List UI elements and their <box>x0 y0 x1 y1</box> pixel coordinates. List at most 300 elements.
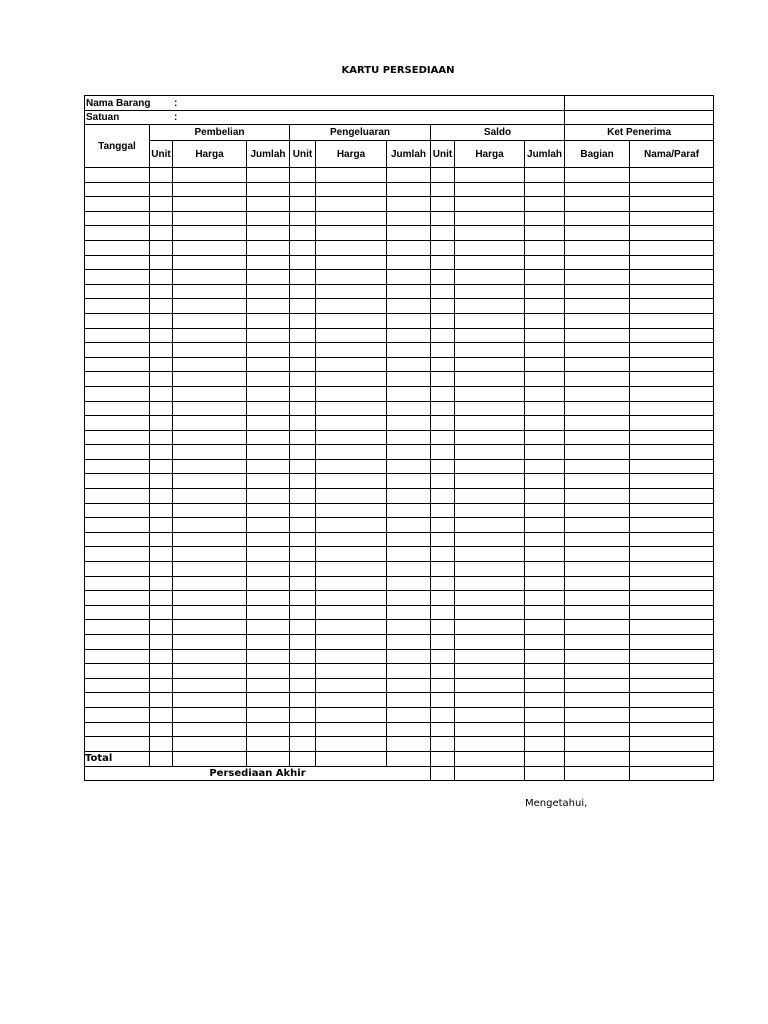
entry-cell[interactable] <box>431 620 455 635</box>
entry-cell[interactable] <box>431 576 455 591</box>
entry-cell[interactable] <box>565 474 630 489</box>
entry-cell[interactable] <box>290 445 316 460</box>
entry-cell[interactable] <box>455 591 525 606</box>
entry-cell[interactable] <box>431 430 455 445</box>
entry-cell[interactable] <box>525 416 565 431</box>
entry-cell[interactable] <box>455 707 525 722</box>
entry-cell[interactable] <box>387 649 431 664</box>
entry-cell[interactable] <box>150 518 173 533</box>
entry-cell[interactable] <box>455 445 525 460</box>
entry-cell[interactable] <box>173 299 247 314</box>
entry-cell[interactable] <box>525 489 565 504</box>
entry-cell[interactable] <box>173 503 247 518</box>
entry-cell[interactable] <box>290 635 316 650</box>
entry-cell[interactable] <box>85 503 150 518</box>
entry-cell[interactable] <box>247 416 290 431</box>
entry-cell[interactable] <box>431 299 455 314</box>
entry-cell[interactable] <box>630 445 714 460</box>
entry-cell[interactable] <box>431 503 455 518</box>
entry-cell[interactable] <box>290 168 316 183</box>
entry-cell[interactable] <box>525 240 565 255</box>
entry-cell[interactable] <box>290 284 316 299</box>
entry-cell[interactable] <box>431 445 455 460</box>
entry-cell[interactable] <box>316 635 387 650</box>
entry-cell[interactable] <box>565 401 630 416</box>
entry-cell[interactable] <box>290 401 316 416</box>
entry-cell[interactable] <box>565 737 630 752</box>
entry-cell[interactable] <box>173 707 247 722</box>
total-cell[interactable] <box>455 751 525 766</box>
entry-cell[interactable] <box>431 226 455 241</box>
entry-cell[interactable] <box>565 518 630 533</box>
entry-cell[interactable] <box>387 255 431 270</box>
entry-cell[interactable] <box>316 737 387 752</box>
entry-cell[interactable] <box>387 459 431 474</box>
entry-cell[interactable] <box>85 518 150 533</box>
entry-cell[interactable] <box>85 197 150 212</box>
entry-cell[interactable] <box>150 168 173 183</box>
entry-cell[interactable] <box>247 605 290 620</box>
entry-cell[interactable] <box>431 707 455 722</box>
entry-cell[interactable] <box>455 503 525 518</box>
entry-cell[interactable] <box>85 372 150 387</box>
entry-cell[interactable] <box>387 299 431 314</box>
entry-cell[interactable] <box>565 343 630 358</box>
entry-cell[interactable] <box>525 562 565 577</box>
entry-cell[interactable] <box>290 313 316 328</box>
entry-cell[interactable] <box>387 197 431 212</box>
entry-cell[interactable] <box>173 211 247 226</box>
entry-cell[interactable] <box>525 372 565 387</box>
entry-cell[interactable] <box>173 343 247 358</box>
entry-cell[interactable] <box>525 168 565 183</box>
entry-cell[interactable] <box>455 240 525 255</box>
entry-cell[interactable] <box>173 197 247 212</box>
entry-cell[interactable] <box>247 722 290 737</box>
entry-cell[interactable] <box>431 664 455 679</box>
entry-cell[interactable] <box>150 591 173 606</box>
entry-cell[interactable] <box>565 416 630 431</box>
entry-cell[interactable] <box>431 693 455 708</box>
entry-cell[interactable] <box>150 503 173 518</box>
persediaan-akhir-cell[interactable] <box>431 766 455 780</box>
entry-cell[interactable] <box>173 562 247 577</box>
entry-cell[interactable] <box>387 474 431 489</box>
entry-cell[interactable] <box>173 591 247 606</box>
entry-cell[interactable] <box>525 591 565 606</box>
entry-cell[interactable] <box>630 328 714 343</box>
entry-cell[interactable] <box>150 678 173 693</box>
entry-cell[interactable] <box>290 386 316 401</box>
entry-cell[interactable] <box>455 605 525 620</box>
entry-cell[interactable] <box>150 532 173 547</box>
entry-cell[interactable] <box>150 197 173 212</box>
entry-cell[interactable] <box>316 547 387 562</box>
entry-cell[interactable] <box>150 459 173 474</box>
entry-cell[interactable] <box>630 226 714 241</box>
entry-cell[interactable] <box>455 416 525 431</box>
entry-cell[interactable] <box>387 664 431 679</box>
entry-cell[interactable] <box>316 707 387 722</box>
entry-cell[interactable] <box>85 182 150 197</box>
entry-cell[interactable] <box>173 313 247 328</box>
persediaan-akhir-cell[interactable] <box>565 766 630 780</box>
entry-cell[interactable] <box>630 562 714 577</box>
entry-cell[interactable] <box>316 474 387 489</box>
entry-cell[interactable] <box>525 547 565 562</box>
entry-cell[interactable] <box>565 211 630 226</box>
entry-cell[interactable] <box>150 445 173 460</box>
entry-cell[interactable] <box>316 503 387 518</box>
entry-cell[interactable] <box>316 168 387 183</box>
entry-cell[interactable] <box>85 445 150 460</box>
entry-cell[interactable] <box>247 503 290 518</box>
entry-cell[interactable] <box>630 197 714 212</box>
entry-cell[interactable] <box>630 357 714 372</box>
entry-cell[interactable] <box>630 547 714 562</box>
entry-cell[interactable] <box>316 372 387 387</box>
entry-cell[interactable] <box>525 445 565 460</box>
entry-cell[interactable] <box>455 518 525 533</box>
entry-cell[interactable] <box>525 635 565 650</box>
entry-cell[interactable] <box>565 591 630 606</box>
entry-cell[interactable] <box>630 255 714 270</box>
entry-cell[interactable] <box>565 459 630 474</box>
entry-cell[interactable] <box>455 649 525 664</box>
entry-cell[interactable] <box>525 649 565 664</box>
entry-cell[interactable] <box>431 357 455 372</box>
entry-cell[interactable] <box>630 240 714 255</box>
entry-cell[interactable] <box>455 737 525 752</box>
entry-cell[interactable] <box>565 270 630 285</box>
entry-cell[interactable] <box>630 576 714 591</box>
entry-cell[interactable] <box>565 707 630 722</box>
entry-cell[interactable] <box>455 182 525 197</box>
entry-cell[interactable] <box>247 474 290 489</box>
total-cell[interactable] <box>525 751 565 766</box>
entry-cell[interactable] <box>316 284 387 299</box>
entry-cell[interactable] <box>630 707 714 722</box>
nama-barang-cell[interactable] <box>85 96 565 111</box>
entry-cell[interactable] <box>565 328 630 343</box>
entry-cell[interactable] <box>525 518 565 533</box>
entry-cell[interactable] <box>85 416 150 431</box>
entry-cell[interactable] <box>431 255 455 270</box>
entry-cell[interactable] <box>290 430 316 445</box>
entry-cell[interactable] <box>387 518 431 533</box>
entry-cell[interactable] <box>150 284 173 299</box>
entry-cell[interactable] <box>150 386 173 401</box>
entry-cell[interactable] <box>85 474 150 489</box>
entry-cell[interactable] <box>565 357 630 372</box>
entry-cell[interactable] <box>173 372 247 387</box>
entry-cell[interactable] <box>290 664 316 679</box>
entry-cell[interactable] <box>290 722 316 737</box>
entry-cell[interactable] <box>290 343 316 358</box>
entry-cell[interactable] <box>150 328 173 343</box>
entry-cell[interactable] <box>455 693 525 708</box>
entry-cell[interactable] <box>85 722 150 737</box>
entry-cell[interactable] <box>431 649 455 664</box>
entry-cell[interactable] <box>630 649 714 664</box>
entry-cell[interactable] <box>173 678 247 693</box>
entry-cell[interactable] <box>150 620 173 635</box>
entry-cell[interactable] <box>455 357 525 372</box>
entry-cell[interactable] <box>455 489 525 504</box>
entry-cell[interactable] <box>316 576 387 591</box>
entry-cell[interactable] <box>150 605 173 620</box>
entry-cell[interactable] <box>630 620 714 635</box>
entry-cell[interactable] <box>85 649 150 664</box>
entry-cell[interactable] <box>150 226 173 241</box>
entry-cell[interactable] <box>455 547 525 562</box>
entry-cell[interactable] <box>387 386 431 401</box>
entry-cell[interactable] <box>630 635 714 650</box>
entry-cell[interactable] <box>290 211 316 226</box>
entry-cell[interactable] <box>173 620 247 635</box>
entry-cell[interactable] <box>431 737 455 752</box>
entry-cell[interactable] <box>387 416 431 431</box>
entry-cell[interactable] <box>290 474 316 489</box>
entry-cell[interactable] <box>316 445 387 460</box>
entry-cell[interactable] <box>173 168 247 183</box>
entry-cell[interactable] <box>316 313 387 328</box>
entry-cell[interactable] <box>316 299 387 314</box>
entry-cell[interactable] <box>630 211 714 226</box>
entry-cell[interactable] <box>525 722 565 737</box>
entry-cell[interactable] <box>150 182 173 197</box>
entry-cell[interactable] <box>565 547 630 562</box>
entry-cell[interactable] <box>387 313 431 328</box>
total-cell[interactable] <box>290 751 316 766</box>
entry-cell[interactable] <box>290 532 316 547</box>
entry-cell[interactable] <box>431 532 455 547</box>
persediaan-akhir-cell[interactable] <box>630 766 714 780</box>
entry-cell[interactable] <box>316 197 387 212</box>
entry-cell[interactable] <box>247 270 290 285</box>
entry-cell[interactable] <box>316 386 387 401</box>
entry-cell[interactable] <box>455 313 525 328</box>
entry-cell[interactable] <box>290 372 316 387</box>
entry-cell[interactable] <box>431 416 455 431</box>
entry-cell[interactable] <box>247 226 290 241</box>
entry-cell[interactable] <box>431 372 455 387</box>
entry-cell[interactable] <box>247 168 290 183</box>
entry-cell[interactable] <box>455 255 525 270</box>
entry-cell[interactable] <box>525 197 565 212</box>
entry-cell[interactable] <box>387 489 431 504</box>
entry-cell[interactable] <box>150 372 173 387</box>
persediaan-akhir-cell[interactable] <box>455 766 525 780</box>
entry-cell[interactable] <box>173 357 247 372</box>
entry-cell[interactable] <box>290 416 316 431</box>
entry-cell[interactable] <box>316 489 387 504</box>
entry-cell[interactable] <box>290 649 316 664</box>
entry-cell[interactable] <box>455 635 525 650</box>
entry-cell[interactable] <box>173 737 247 752</box>
total-cell[interactable] <box>316 751 387 766</box>
entry-cell[interactable] <box>316 518 387 533</box>
entry-cell[interactable] <box>247 678 290 693</box>
entry-cell[interactable] <box>247 284 290 299</box>
entry-cell[interactable] <box>290 226 316 241</box>
entry-cell[interactable] <box>455 226 525 241</box>
entry-cell[interactable] <box>85 168 150 183</box>
entry-cell[interactable] <box>525 211 565 226</box>
entry-cell[interactable] <box>565 576 630 591</box>
entry-cell[interactable] <box>525 401 565 416</box>
total-cell[interactable] <box>387 751 431 766</box>
entry-cell[interactable] <box>565 284 630 299</box>
entry-cell[interactable] <box>290 182 316 197</box>
entry-cell[interactable] <box>565 635 630 650</box>
entry-cell[interactable] <box>290 299 316 314</box>
entry-cell[interactable] <box>85 226 150 241</box>
entry-cell[interactable] <box>630 299 714 314</box>
entry-cell[interactable] <box>565 182 630 197</box>
entry-cell[interactable] <box>525 459 565 474</box>
entry-cell[interactable] <box>316 211 387 226</box>
entry-cell[interactable] <box>387 591 431 606</box>
entry-cell[interactable] <box>150 474 173 489</box>
entry-cell[interactable] <box>85 707 150 722</box>
entry-cell[interactable] <box>173 474 247 489</box>
entry-cell[interactable] <box>290 503 316 518</box>
entry-cell[interactable] <box>247 328 290 343</box>
entry-cell[interactable] <box>85 386 150 401</box>
entry-cell[interactable] <box>565 255 630 270</box>
entry-cell[interactable] <box>387 532 431 547</box>
entry-cell[interactable] <box>565 664 630 679</box>
entry-cell[interactable] <box>455 532 525 547</box>
entry-cell[interactable] <box>565 240 630 255</box>
entry-cell[interactable] <box>565 722 630 737</box>
entry-cell[interactable] <box>387 678 431 693</box>
entry-cell[interactable] <box>290 270 316 285</box>
entry-cell[interactable] <box>85 284 150 299</box>
entry-cell[interactable] <box>85 664 150 679</box>
entry-cell[interactable] <box>173 386 247 401</box>
entry-cell[interactable] <box>565 503 630 518</box>
entry-cell[interactable] <box>247 313 290 328</box>
entry-cell[interactable] <box>85 270 150 285</box>
entry-cell[interactable] <box>525 737 565 752</box>
entry-cell[interactable] <box>630 693 714 708</box>
total-cell[interactable] <box>173 751 247 766</box>
entry-cell[interactable] <box>387 547 431 562</box>
entry-cell[interactable] <box>290 547 316 562</box>
entry-cell[interactable] <box>150 299 173 314</box>
entry-cell[interactable] <box>173 722 247 737</box>
entry-cell[interactable] <box>455 197 525 212</box>
entry-cell[interactable] <box>525 182 565 197</box>
entry-cell[interactable] <box>387 211 431 226</box>
entry-cell[interactable] <box>173 182 247 197</box>
entry-cell[interactable] <box>316 430 387 445</box>
entry-cell[interactable] <box>247 240 290 255</box>
entry-cell[interactable] <box>316 226 387 241</box>
entry-cell[interactable] <box>173 416 247 431</box>
entry-cell[interactable] <box>525 313 565 328</box>
entry-cell[interactable] <box>150 416 173 431</box>
entry-cell[interactable] <box>565 489 630 504</box>
entry-cell[interactable] <box>565 649 630 664</box>
entry-cell[interactable] <box>525 707 565 722</box>
entry-cell[interactable] <box>290 328 316 343</box>
entry-cell[interactable] <box>316 620 387 635</box>
entry-cell[interactable] <box>525 664 565 679</box>
entry-cell[interactable] <box>387 722 431 737</box>
entry-cell[interactable] <box>85 635 150 650</box>
entry-cell[interactable] <box>431 459 455 474</box>
entry-cell[interactable] <box>630 182 714 197</box>
entry-cell[interactable] <box>290 255 316 270</box>
entry-cell[interactable] <box>455 211 525 226</box>
entry-cell[interactable] <box>173 430 247 445</box>
entry-cell[interactable] <box>150 255 173 270</box>
entry-cell[interactable] <box>387 182 431 197</box>
entry-cell[interactable] <box>431 168 455 183</box>
entry-cell[interactable] <box>316 664 387 679</box>
entry-cell[interactable] <box>455 168 525 183</box>
entry-cell[interactable] <box>630 605 714 620</box>
entry-cell[interactable] <box>455 620 525 635</box>
entry-cell[interactable] <box>173 270 247 285</box>
entry-cell[interactable] <box>247 737 290 752</box>
entry-cell[interactable] <box>455 401 525 416</box>
entry-cell[interactable] <box>387 635 431 650</box>
entry-cell[interactable] <box>290 489 316 504</box>
entry-cell[interactable] <box>565 620 630 635</box>
entry-cell[interactable] <box>525 357 565 372</box>
entry-cell[interactable] <box>316 357 387 372</box>
entry-cell[interactable] <box>247 707 290 722</box>
entry-cell[interactable] <box>290 605 316 620</box>
entry-cell[interactable] <box>525 532 565 547</box>
entry-cell[interactable] <box>316 605 387 620</box>
entry-cell[interactable] <box>565 693 630 708</box>
entry-cell[interactable] <box>247 489 290 504</box>
entry-cell[interactable] <box>85 737 150 752</box>
entry-cell[interactable] <box>247 518 290 533</box>
entry-cell[interactable] <box>431 270 455 285</box>
entry-cell[interactable] <box>316 401 387 416</box>
entry-cell[interactable] <box>316 328 387 343</box>
entry-cell[interactable] <box>455 678 525 693</box>
entry-cell[interactable] <box>387 168 431 183</box>
entry-cell[interactable] <box>247 620 290 635</box>
entry-cell[interactable] <box>525 605 565 620</box>
entry-cell[interactable] <box>85 459 150 474</box>
entry-cell[interactable] <box>85 591 150 606</box>
entry-cell[interactable] <box>630 503 714 518</box>
entry-cell[interactable] <box>565 445 630 460</box>
entry-cell[interactable] <box>150 313 173 328</box>
nama-barang-extra-cell[interactable] <box>565 96 714 111</box>
entry-cell[interactable] <box>316 693 387 708</box>
entry-cell[interactable] <box>85 401 150 416</box>
entry-cell[interactable] <box>431 474 455 489</box>
entry-cell[interactable] <box>455 386 525 401</box>
entry-cell[interactable] <box>431 328 455 343</box>
entry-cell[interactable] <box>630 532 714 547</box>
entry-cell[interactable] <box>247 211 290 226</box>
entry-cell[interactable] <box>85 605 150 620</box>
total-cell[interactable] <box>565 751 630 766</box>
entry-cell[interactable] <box>431 605 455 620</box>
entry-cell[interactable] <box>525 226 565 241</box>
entry-cell[interactable] <box>565 562 630 577</box>
